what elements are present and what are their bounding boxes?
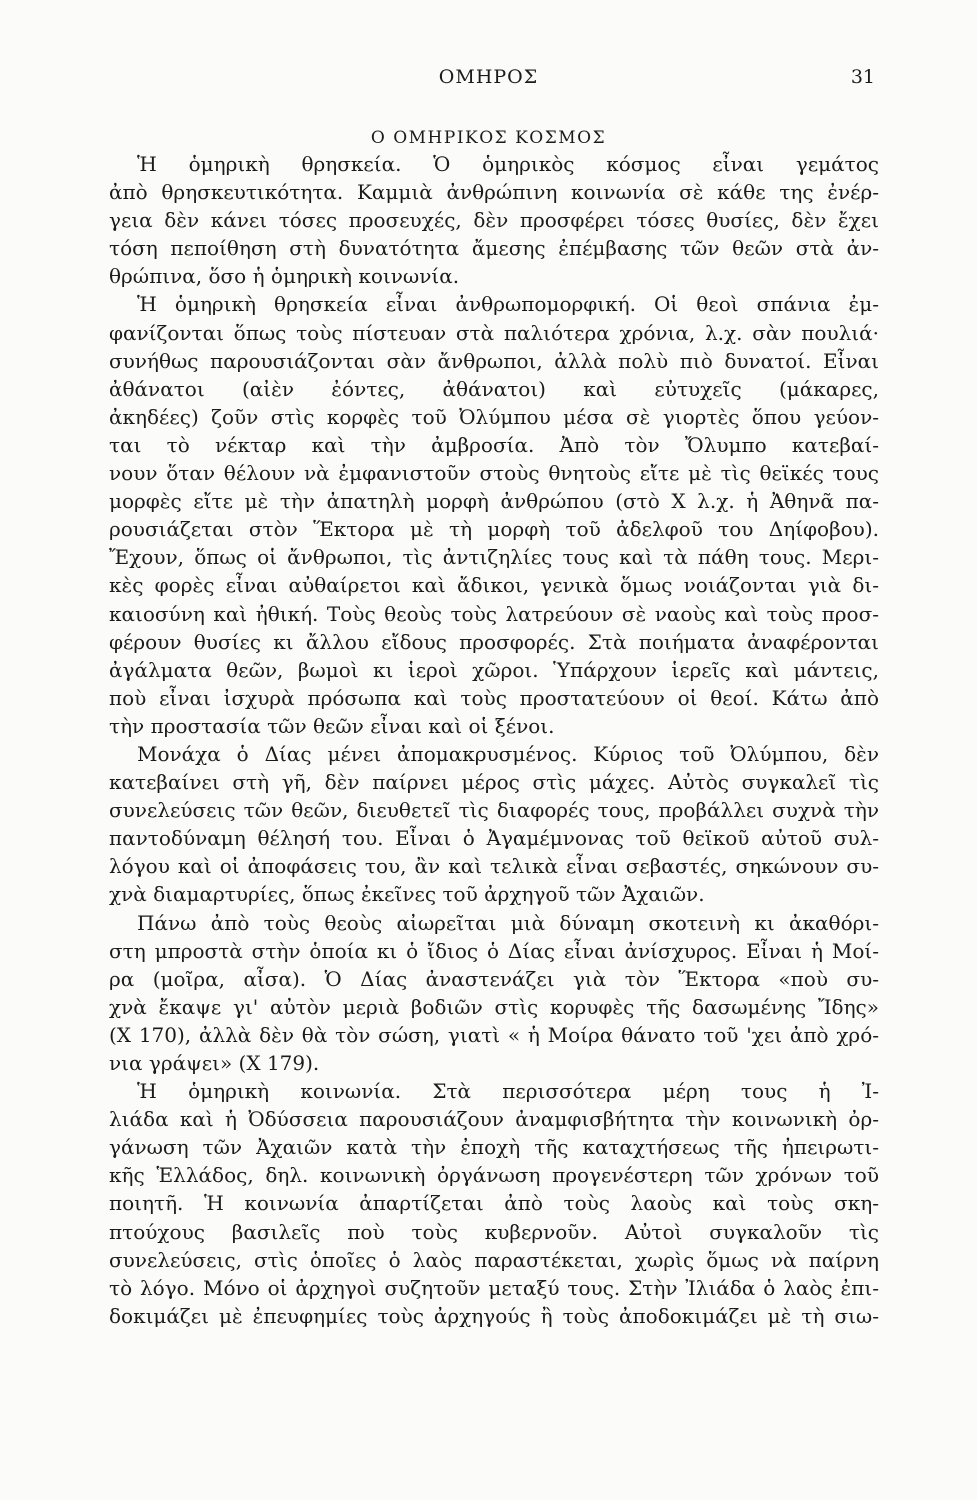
text-line: συνελεύσεις τῶν θεῶν, διευθετεῖ τὶς διαφορές τους, προβάλλει συχνὰ τὴν (109, 798, 879, 823)
text-line: ἀκηδέες) ζοῦν στὶς κορφὲς τοῦ Ὀλύμπου μέσα σὲ γιορτὲς ὅπου γεύον- (109, 404, 879, 429)
text-line: στη μπροστὰ στὴν ὁποία κι ὁ ἴδιος ὁ Δίας εἶναι ἀνίσχυρος. Εἶναι ἡ Μοί- (109, 938, 879, 963)
text-line: γάνωση τῶν Ἀχαιῶν κατὰ τὴν ἐποχὴ τῆς καταχτήσεως τῆς ἠπειρωτι- (109, 1135, 879, 1160)
text-line: καιοσύνη καὶ ἠθική. Τοὺς θεοὺς τοὺς λατρεύουν σὲ ναοὺς καὶ τοὺς προσ- (109, 601, 879, 626)
text-line: ται τὸ νέκταρ καὶ τὴν ἀμβροσία. Ἀπὸ τὸν Ὄλυμπο κατεβαί- (109, 432, 879, 457)
text-line: δοκιμάζει μὲ ἐπευφημίες τοὺς ἀρχηγούς ἢ τοὺς ἀποδοκιμάζει μὲ τὴ σιω- (109, 1303, 879, 1328)
text-line: Μονάχα ὁ Δίας μένει ἀπομακρυσμένος. Κύριος τοῦ Ὀλύμπου, δὲν (137, 741, 879, 766)
text-line: ρα (μοῖρα, αἶσα). Ὁ Δίας ἀναστενάζει γιὰ τὸν Ἕκτορα «ποὺ συ- (109, 966, 879, 991)
text-line: τὸ λόγο. Μόνο οἱ ἀρχηγοὶ συζητοῦν μεταξύ τους. Στὴν Ἰλιάδα ὁ λαὸς ἐπι- (109, 1275, 879, 1300)
text-line: παντοδύναμη θέλησή του. Εἶναι ὁ Ἀγαμέμνονας τοῦ θεϊκοῦ αὐτοῦ συλ- (109, 826, 879, 851)
text-line: κὲς φορὲς εἶναι αὐθαίρετοι καὶ ἄδικοι, γενικὰ ὅμως νοιάζονται γιὰ δι- (109, 573, 879, 598)
text-line: πτούχους βασιλεῖς ποὺ τοὺς κυβερνοῦν. Αὐτοὶ συγκαλοῦν τὶς (109, 1219, 879, 1244)
text-line: γεια δὲν κάνει τόσες προσευχές, δὲν προσφέρει τόσες θυσίες, δὲν ἔχει (109, 208, 879, 233)
running-header (0, 64, 977, 94)
text-line: φανίζονται ὅπως τοὺς πίστευαν στὰ παλιότερα χρόνια, λ.χ. σὰν πουλιά· (109, 320, 879, 345)
text-line: χνὰ διαμαρτυρίες, ὅπως ἐκεῖνες τοῦ ἀρχηγοῦ τῶν Ἀχαιῶν. (109, 882, 705, 907)
text-line: συνελεύσεις, στὶς ὁποῖες ὁ λαὸς παραστέκεται, χωρὶς ὅμως νὰ παίρνη (109, 1247, 879, 1272)
text-line: μορφὲς εἴτε μὲ τὴν ἀπατηλὴ μορφὴ ἀνθρώπου (στὸ Χ λ.χ. ἡ Ἀθηνᾶ πα- (109, 489, 879, 514)
text-line: Ἡ ὁμηρικὴ κοινωνία. Στὰ περισσότερα μέρη τους ἡ Ἰ- (137, 1079, 879, 1104)
text-line: ρουσιάζεται στὸν Ἕκτορα μὲ τὴ μορφὴ τοῦ ἀδελφοῦ του Δηίφοβου). (109, 517, 879, 542)
text-line: ἀθάνατοι (αἰὲν ἐόντες, ἀθάνατοι) καὶ εὐτυχεῖς (μάκαρες, (109, 376, 879, 401)
text-line: ἀγάλματα θεῶν, βωμοὶ κι ἱεροὶ χῶροι. Ὑπάρχουν ἱερεῖς καὶ μάντεις, (109, 657, 879, 682)
text-line: ποιητῆ. Ἡ κοινωνία ἀπαρτίζεται ἀπὸ τοὺς λαοὺς καὶ τοὺς σκη- (109, 1191, 879, 1216)
text-line: συνήθως παρουσιάζονται σὰν ἄνθρωποι, ἀλλὰ πολὺ πιὸ δυνατοί. Εἶναι (109, 348, 879, 373)
section-title: Ο ΟΜΗΡΙΚΟΣ ΚΟΣΜΟΣ (370, 128, 607, 148)
body-text (109, 150, 879, 1330)
text-line: χνὰ ἔκαψε γι' αὐτὸν μεριὰ βοδιῶν στὶς κορυφὲς τῆς δασωμένης Ἴδης» (109, 994, 879, 1019)
text-line: φέρουν θυσίες κι ἄλλου εἴδους προσφορές. Στὰ ποιήματα ἀναφέρονται (109, 629, 879, 654)
text-line: Ἔχουν, ὅπως οἱ ἄνθρωποι, τὶς ἀντιζηλίες τους καὶ τὰ πάθη τους. Μερι- (109, 545, 879, 570)
text-line: λιάδα καὶ ἡ Ὀδύσσεια παρουσιάζουν ἀναμφισβήτητα τὴν κοινωνικὴ ὀρ- (109, 1107, 879, 1132)
text-line: ἀπὸ θρησκευτικότητα. Καμμιὰ ἀνθρώπινη κοινωνία σὲ κάθε της ἐνέρ- (109, 180, 879, 205)
text-line: τόση πεποίθηση στὴ δυνατότητα ἄμεσης ἐπέμβασης τῶν θεῶν στὰ ἀν- (109, 236, 879, 261)
text-line: θρώπινα, ὅσο ἡ ὁμηρικὴ κοινωνία. (109, 264, 460, 289)
text-line: νια γράψει» (Χ 179). (109, 1051, 320, 1075)
text-line: Ἡ ὁμηρικὴ θρησκεία. Ὁ ὁμηρικὸς κόσμος εἶναι γεμάτος (137, 152, 879, 176)
page-number: 31 (850, 66, 875, 88)
text-line: τὴν προστασία τῶν θεῶν εἶναι καὶ οἱ ξένοι. (109, 713, 555, 738)
text-line: Πάνω ἀπὸ τοὺς θεοὺς αἰωρεῖται μιὰ δύναμη σκοτεινὴ κι ἀκαθόρι- (137, 910, 879, 935)
text-line: κατεβαίνει στὴ γῆ, δὲν παίρνει μέρος στὶς μάχες. Αὐτὸς συγκαλεῖ τὶς (109, 770, 879, 795)
text-line: ποὺ εἶναι ἰσχυρὰ πρόσωπα καὶ τοὺς προστατεύουν οἱ θεοί. Κάτω ἀπὸ (109, 685, 879, 710)
text-line: Ἡ ὁμηρικὴ θρησκεία εἶναι ἀνθρωπομορφική. Οἱ θεοὶ σπάνια ἐμ- (137, 292, 879, 317)
text-line: κῆς Ἑλλάδος, δηλ. κοινωνικὴ ὀργάνωση προγενέστερη τῶν χρόνων τοῦ (109, 1163, 879, 1188)
text-line: (Χ 170), ἀλλὰ δὲν θὰ τὸν σώση, γιατὶ « ἡ Μοίρα θάνατο τοῦ 'χει ἀπὸ χρό- (109, 1022, 879, 1047)
running-title: ΟΜΗΡΟΣ (438, 66, 539, 88)
text-line: λόγου καὶ οἱ ἀποφάσεις του, ἂν καὶ τελικὰ εἶναι σεβαστές, σηκώνουν συ- (109, 854, 879, 879)
text-line: νουν ὅταν θέλουν νὰ ἐμφανιστοῦν στοὺς θνητοὺς εἴτε μὲ τὶς θεϊκές τους (109, 461, 879, 486)
